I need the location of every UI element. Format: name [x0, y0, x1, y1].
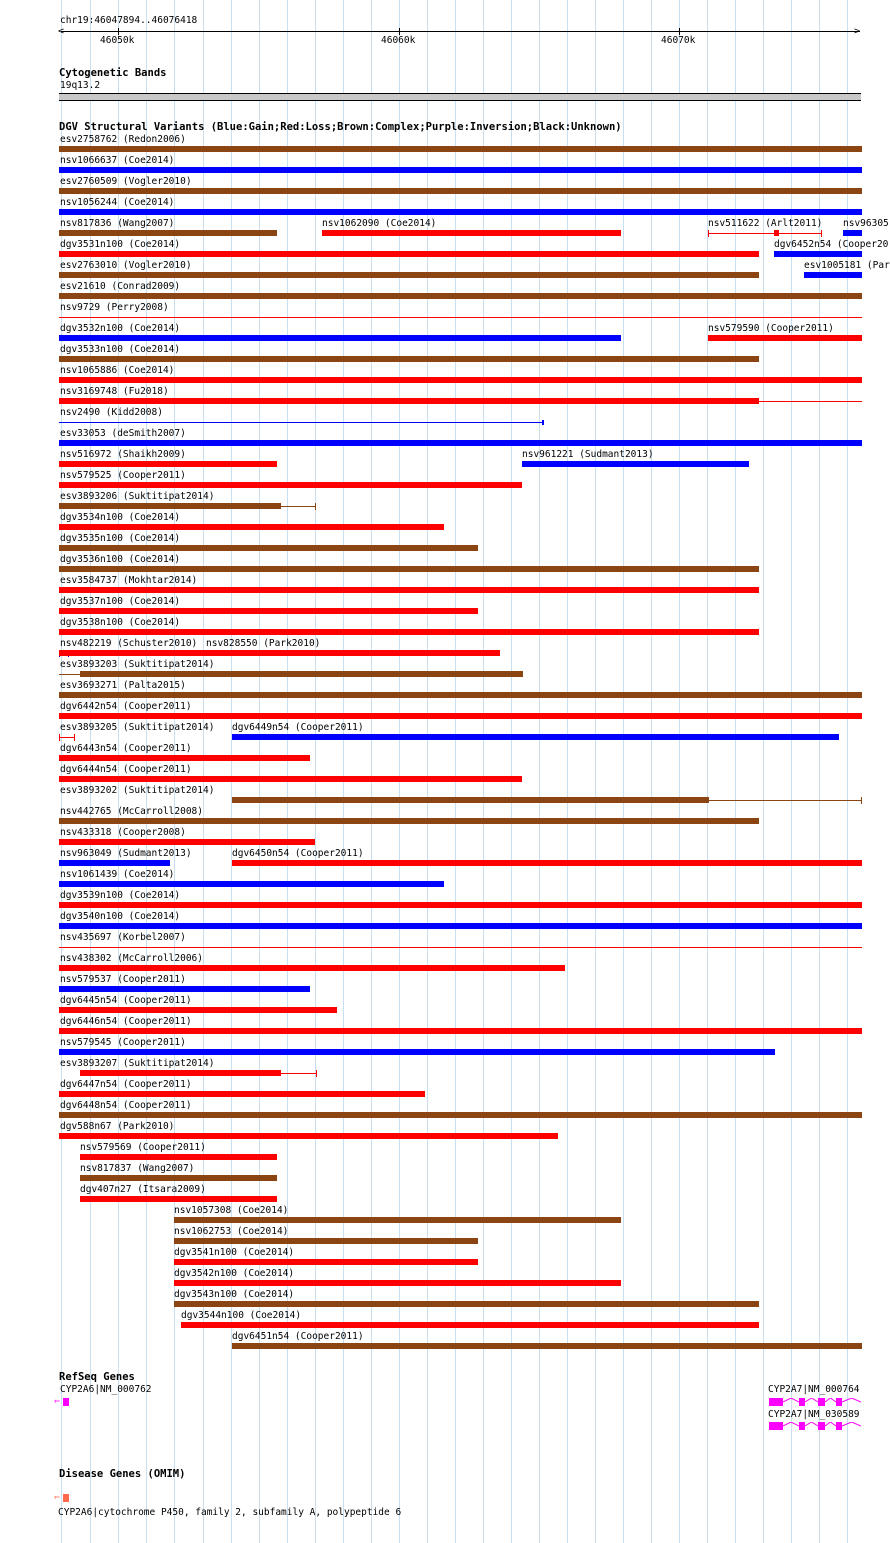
variant-label[interactable]: dgv3533n100 (Coe2014)	[60, 344, 181, 355]
variant-label[interactable]: nsv438302 (McCarroll2006)	[60, 953, 203, 964]
variant-bar[interactable]	[59, 566, 759, 572]
variant-bar[interactable]	[59, 317, 862, 318]
variant-bar[interactable]	[59, 629, 759, 635]
variant-bar[interactable]	[708, 230, 709, 237]
gene-intron	[825, 1398, 836, 1406]
variant-label[interactable]: dgv6448n54 (Cooper2011)	[60, 1100, 192, 1111]
variant-bar[interactable]	[59, 230, 277, 236]
variant-bar[interactable]	[59, 713, 862, 719]
variant-bar[interactable]	[59, 422, 544, 423]
variant-label[interactable]: nsv1066637 (Coe2014)	[60, 155, 175, 166]
variant-label[interactable]: dgv3532n100 (Coe2014)	[60, 323, 181, 334]
variant-label[interactable]: nsv817836 (Wang2007)	[60, 218, 175, 229]
variant-label[interactable]: dgv3542n100 (Coe2014)	[174, 1268, 295, 1279]
ruler-tick	[679, 28, 680, 35]
variant-label[interactable]: dgv6446n54 (Cooper2011)	[60, 1016, 192, 1027]
variant-bar[interactable]	[774, 251, 862, 257]
variant-bar[interactable]	[232, 734, 839, 740]
variant-bar[interactable]	[80, 1196, 277, 1202]
grid-line	[679, 0, 680, 1543]
variant-label[interactable]: nsv1057308 (Coe2014)	[174, 1205, 289, 1216]
variant-bar[interactable]	[59, 440, 862, 446]
variant-bar[interactable]	[59, 461, 277, 467]
variant-bar[interactable]	[522, 461, 749, 467]
gene-intron	[842, 1398, 861, 1406]
ruler-tick-label: 46050k	[100, 35, 135, 46]
variant-bar[interactable]	[181, 1322, 759, 1328]
variant-label[interactable]: nsv1065886 (Coe2014)	[60, 365, 175, 376]
variant-bar[interactable]	[59, 818, 759, 824]
gene-intron	[805, 1398, 818, 1406]
ruler-tick-label: 46070k	[661, 35, 696, 46]
variant-bar[interactable]	[232, 797, 709, 803]
variant-bar[interactable]	[542, 420, 544, 425]
omim-track-title[interactable]: Disease Genes (OMIM)	[59, 1468, 186, 1480]
variant-bar[interactable]	[74, 734, 75, 741]
variant-bar[interactable]	[59, 986, 310, 992]
variant-bar[interactable]	[59, 1049, 775, 1055]
variant-bar[interactable]	[59, 650, 500, 656]
variant-bar[interactable]	[59, 1112, 862, 1118]
variant-label[interactable]: dgv6449n54 (Cooper2011)	[232, 722, 364, 733]
variant-label[interactable]: nsv579569 (Cooper2011)	[80, 1142, 206, 1153]
ruler-tick	[118, 28, 119, 35]
cytoband-label: 19q13.2	[60, 80, 101, 91]
variant-bar[interactable]	[59, 1091, 425, 1097]
variant-bar[interactable]	[174, 1259, 478, 1265]
variant-label[interactable]: esv2758762 (Redon2006)	[60, 134, 186, 145]
variant-label[interactable]: dgv3536n100 (Coe2014)	[60, 554, 181, 565]
variant-bar[interactable]	[59, 356, 759, 362]
variant-label[interactable]: esv21610 (Conrad2009)	[60, 281, 181, 292]
variant-bar[interactable]	[59, 251, 759, 257]
variant-bar[interactable]	[804, 272, 862, 278]
variant-bar[interactable]	[80, 1154, 277, 1160]
variant-label[interactable]: dgv6444n54 (Cooper2011)	[60, 764, 192, 775]
grid-line	[623, 0, 624, 1543]
variant-bar[interactable]	[59, 902, 862, 908]
grid-line	[763, 0, 764, 1543]
variant-label[interactable]: nsv579590 (Cooper2011)	[708, 323, 834, 334]
variant-label[interactable]: nsv817837 (Wang2007)	[80, 1163, 195, 1174]
gene-label-cyp2a7-1[interactable]: CYP2A7|NM_000764	[768, 1384, 860, 1395]
variant-bar[interactable]	[59, 737, 75, 738]
variant-bar[interactable]	[59, 734, 60, 741]
variant-bar[interactable]	[174, 1301, 759, 1307]
gene-label-cyp2a7-2[interactable]: CYP2A7|NM_030589	[768, 1409, 860, 1420]
variant-bar[interactable]	[80, 671, 523, 677]
variant-label[interactable]: nsv435697 (Korbel2007)	[60, 932, 186, 943]
variant-bar[interactable]	[59, 188, 862, 194]
ruler-right-arrow-icon: >	[854, 26, 861, 37]
variant-bar[interactable]	[59, 482, 522, 488]
gene-intron	[842, 1422, 861, 1430]
cytoband-track-title[interactable]: Cytogenetic Bands	[59, 67, 167, 79]
variant-bar[interactable]	[759, 401, 862, 402]
gene-cyp2a6[interactable]	[63, 1398, 69, 1406]
gene-exon[interactable]	[769, 1398, 783, 1406]
variant-label[interactable]: dgv3534n100 (Coe2014)	[60, 512, 181, 523]
variant-label[interactable]: esv2760509 (Vogler2010)	[60, 176, 192, 187]
variant-label[interactable]: nsv1062753 (Coe2014)	[174, 1226, 289, 1237]
variant-bar[interactable]	[80, 1175, 277, 1181]
variant-label[interactable]: esv3893202 (Suktitipat2014)	[60, 785, 215, 796]
variant-label[interactable]: nsv1061439 (Coe2014)	[60, 869, 175, 880]
variant-label[interactable]: esv33053 (deSmith2007)	[60, 428, 186, 439]
variant-label[interactable]: dgv3539n100 (Coe2014)	[60, 890, 181, 901]
variant-bar[interactable]	[59, 398, 759, 404]
variant-bar[interactable]	[709, 800, 861, 801]
variant-bar[interactable]	[174, 1280, 621, 1286]
variant-bar[interactable]	[59, 755, 310, 761]
variant-bar[interactable]	[821, 230, 822, 237]
region-label: chr19:46047894..46076418	[60, 15, 198, 26]
variant-bar[interactable]	[80, 1070, 281, 1076]
variant-bar[interactable]	[774, 230, 779, 236]
variant-label[interactable]: nsv579525 (Cooper2011)	[60, 470, 186, 481]
variant-bar[interactable]	[843, 230, 862, 236]
variant-label[interactable]: nsv511622 (Arlt2011)	[708, 218, 823, 229]
variant-label[interactable]: esv1005181 (Par	[804, 260, 890, 271]
variant-bar[interactable]	[281, 1073, 316, 1074]
omim-gene-box[interactable]	[63, 1494, 69, 1502]
variant-bar[interactable]	[59, 545, 478, 551]
variant-bar[interactable]	[708, 335, 862, 341]
variant-bar[interactable]	[59, 209, 862, 215]
grid-line	[315, 0, 316, 1543]
variant-label[interactable]: esv3893206 (Suktitipat2014)	[60, 491, 215, 502]
variant-label[interactable]: nsv96305	[843, 218, 889, 229]
variant-label[interactable]: dgv3544n100 (Coe2014)	[181, 1310, 302, 1321]
variant-bar[interactable]	[315, 503, 316, 510]
variant-label[interactable]: dgv6445n54 (Cooper2011)	[60, 995, 192, 1006]
grid-line	[735, 0, 736, 1543]
variant-bar[interactable]	[281, 506, 315, 507]
gene-intron	[825, 1422, 836, 1430]
omim-gene-label[interactable]: CYP2A6|cytochrome P450, family 2, subfamily A, polypeptide 6	[58, 1507, 402, 1518]
variant-label[interactable]: nsv433318 (Cooper2008)	[60, 827, 186, 838]
variant-bar[interactable]	[59, 335, 621, 341]
variant-label[interactable]: nsv828550 (Park2010)	[206, 638, 321, 649]
variant-label[interactable]: nsv579537 (Cooper2011)	[60, 974, 186, 985]
variant-label[interactable]: nsv1056244 (Coe2014)	[60, 197, 175, 208]
variant-bar[interactable]	[232, 1343, 862, 1349]
variant-bar[interactable]	[59, 587, 759, 593]
variant-bar[interactable]	[322, 230, 621, 236]
variant-bar[interactable]	[59, 377, 862, 383]
variant-bar[interactable]	[59, 272, 759, 278]
variant-bar[interactable]	[59, 1028, 862, 1034]
dgv-track-title[interactable]: DGV Structural Variants (Blue:Gain;Red:Loss;Brown:Complex;Purple:Inversion;Black:Unknown)	[59, 121, 622, 133]
gene-intron	[783, 1422, 799, 1430]
variant-label[interactable]: dgv3543n100 (Coe2014)	[174, 1289, 295, 1300]
variant-label[interactable]: dgv6451n54 (Cooper2011)	[232, 1331, 364, 1342]
variant-bar[interactable]	[59, 293, 862, 299]
ruler-axis	[61, 31, 860, 32]
variant-label[interactable]: esv2763010 (Vogler2010)	[60, 260, 192, 271]
variant-label[interactable]: dgv3531n100 (Coe2014)	[60, 239, 181, 250]
variant-bar[interactable]	[174, 1238, 478, 1244]
variant-bar[interactable]	[59, 923, 862, 929]
ruler-tick-label: 46060k	[381, 35, 416, 46]
variant-bar[interactable]	[59, 881, 444, 887]
variant-label[interactable]: dgv6447n54 (Cooper2011)	[60, 1079, 192, 1090]
gene-intron	[805, 1422, 818, 1430]
variant-label[interactable]: esv3893203 (Suktitipat2014)	[60, 659, 215, 670]
variant-bar[interactable]	[59, 674, 80, 675]
variant-bar[interactable]	[59, 146, 862, 152]
left-arrow-icon: ⇐	[54, 1492, 61, 1503]
variant-bar[interactable]	[59, 167, 862, 173]
variant-label[interactable]: nsv482219 (Schuster2010)	[60, 638, 198, 649]
variant-bar[interactable]	[174, 1217, 621, 1223]
variant-bar[interactable]	[861, 797, 862, 804]
ruler-left-arrow-icon: <	[58, 26, 65, 37]
variant-label[interactable]: nsv442765 (McCarroll2008)	[60, 806, 203, 817]
gene-exon[interactable]	[818, 1398, 825, 1406]
variant-bar[interactable]	[232, 860, 862, 866]
variant-bar[interactable]	[59, 860, 170, 866]
gene-exon[interactable]	[769, 1422, 783, 1430]
variant-label[interactable]: dgv3537n100 (Coe2014)	[60, 596, 181, 607]
variant-label[interactable]: nsv963049 (Sudmant2013)	[60, 848, 192, 859]
variant-bar[interactable]	[59, 1007, 337, 1013]
variant-bar[interactable]	[59, 839, 315, 845]
variant-bar[interactable]	[59, 503, 281, 509]
variant-label[interactable]: dgv3541n100 (Coe2014)	[174, 1247, 295, 1258]
variant-bar[interactable]	[59, 1133, 558, 1139]
variant-label[interactable]: dgv3538n100 (Coe2014)	[60, 617, 181, 628]
variant-bar[interactable]	[59, 692, 862, 698]
variant-label[interactable]: dgv3535n100 (Coe2014)	[60, 533, 181, 544]
variant-label[interactable]: dgv6450n54 (Cooper2011)	[232, 848, 364, 859]
variant-label[interactable]: esv3893207 (Suktitipat2014)	[60, 1058, 215, 1069]
variant-label[interactable]: dgv588n67 (Park2010)	[60, 1121, 175, 1132]
gene-label-cyp2a6[interactable]: CYP2A6|NM_000762	[60, 1384, 152, 1395]
variant-label[interactable]: nsv9729 (Perry2008)	[60, 302, 169, 313]
variant-label[interactable]: dgv3540n100 (Coe2014)	[60, 911, 181, 922]
gene-intron	[783, 1398, 799, 1406]
variant-label[interactable]: nsv579545 (Cooper2011)	[60, 1037, 186, 1048]
variant-bar[interactable]	[59, 608, 478, 614]
variant-label[interactable]: dgv407n27 (Itsara2009)	[80, 1184, 206, 1195]
variant-label[interactable]: nsv961221 (Sudmant2013)	[522, 449, 654, 460]
variant-label[interactable]: esv3893205 (Suktitipat2014)	[60, 722, 215, 733]
left-arrow-icon: ⇐	[54, 1396, 61, 1407]
variant-label[interactable]: dgv6442n54 (Cooper2011)	[60, 701, 192, 712]
grid-line	[651, 0, 652, 1543]
variant-label[interactable]: dgv6452n54 (Cooper20	[774, 239, 889, 250]
variant-label[interactable]: nsv3169748 (Fu2018)	[60, 386, 169, 397]
variant-bar[interactable]	[708, 233, 822, 234]
refseq-track-title[interactable]: RefSeq Genes	[59, 1371, 135, 1383]
variant-label[interactable]: nsv516972 (Shaikh2009)	[60, 449, 186, 460]
variant-label[interactable]: nsv1062090 (Coe2014)	[322, 218, 437, 229]
variant-label[interactable]: dgv6443n54 (Cooper2011)	[60, 743, 192, 754]
cytoband-bar[interactable]	[59, 93, 861, 101]
variant-label[interactable]: esv3693271 (Palta2015)	[60, 680, 186, 691]
variant-bar[interactable]	[59, 965, 565, 971]
variant-label[interactable]: esv3584737 (Mokhtar2014)	[60, 575, 198, 586]
variant-bar[interactable]	[59, 947, 862, 948]
variant-bar[interactable]	[59, 776, 522, 782]
variant-bar[interactable]	[316, 1070, 317, 1077]
gene-exon[interactable]	[818, 1422, 825, 1430]
ruler-tick	[399, 28, 400, 35]
variant-label[interactable]: nsv2490 (Kidd2008)	[60, 407, 163, 418]
grid-line	[819, 0, 820, 1543]
grid-line	[791, 0, 792, 1543]
variant-bar[interactable]	[59, 524, 444, 530]
